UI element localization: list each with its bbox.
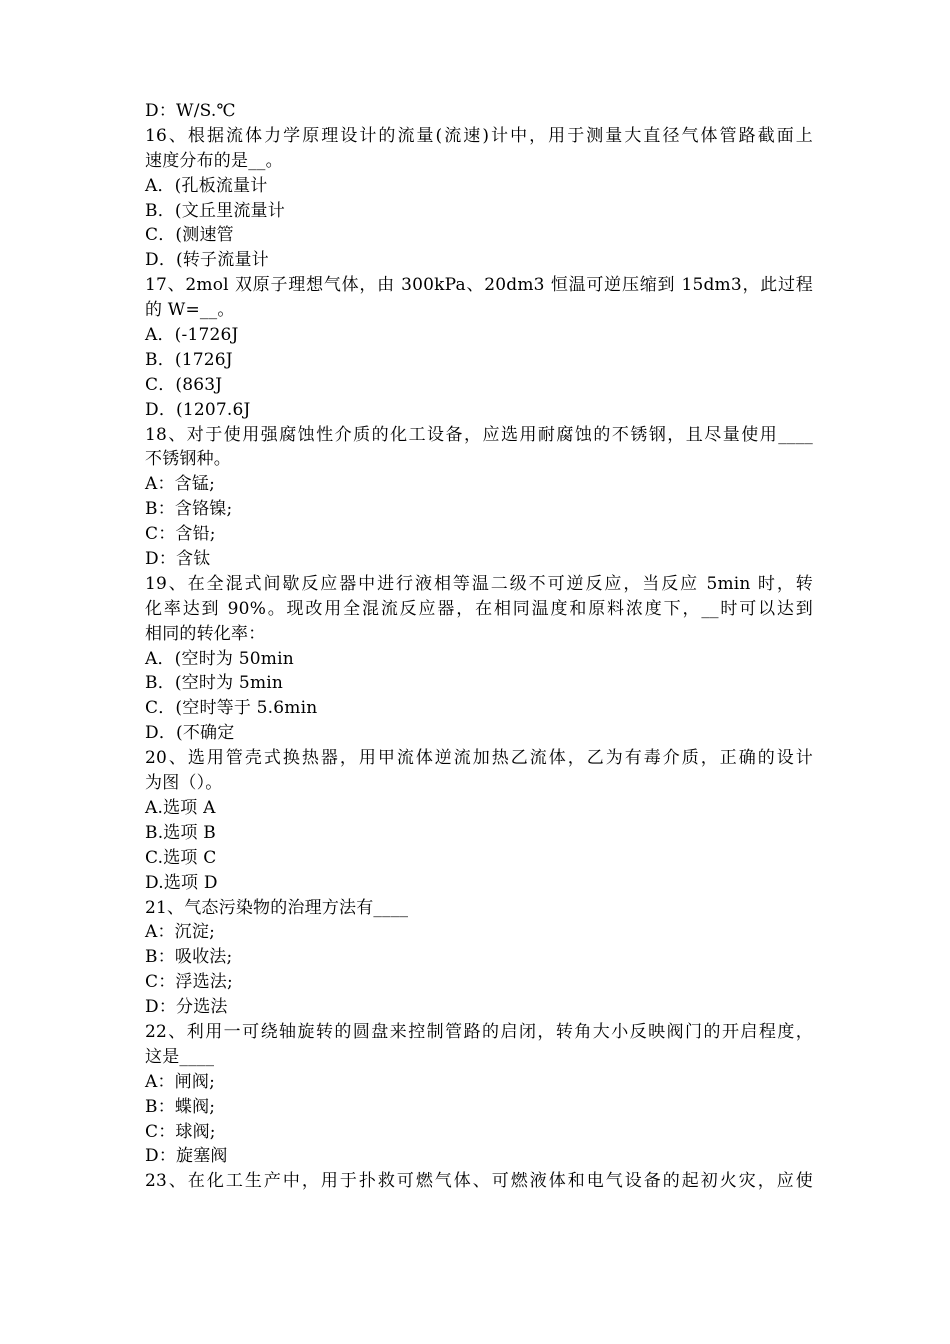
option-line: C：球阀; (145, 1121, 216, 1142)
option-line: B：吸收法; (145, 947, 233, 968)
question-line: 16、根据流体力学原理设计的流量(流速)计中，用于测量大直径气体管路截面上 (145, 125, 813, 146)
option-line: C．(863J (145, 374, 223, 395)
option-line: A：含锰; (145, 474, 216, 495)
option-line: C．(测速管 (145, 225, 234, 246)
option-line: B：蝶阀; (145, 1096, 216, 1117)
option-line: A．(-1726J (145, 325, 239, 346)
option-line: B．(1726J (145, 349, 233, 370)
option-line: A.选项 A (145, 797, 216, 818)
exam-text-body (145, 99, 813, 1194)
option-line: C：含铅; (145, 524, 216, 545)
option-line: A：沉淀; (145, 922, 216, 943)
option-line: D．(不确定 (145, 723, 235, 744)
question-line: 21、气态污染物的治理方法有____ (145, 897, 409, 918)
question-line: 速度分布的是__。 (145, 150, 283, 171)
question-line: 为图（）。 (145, 773, 223, 794)
question-line: 的 W=__。 (145, 300, 235, 321)
question-line: 23、在化工生产中，用于扑救可燃气体、可燃液体和电气设备的起初火灾，应使 (145, 1171, 813, 1192)
option-line: C.选项 C (145, 847, 217, 868)
question-line: 这是____ (145, 1046, 215, 1067)
question-line: 不锈钢种。 (145, 449, 231, 470)
option-line: C：浮选法; (145, 972, 233, 993)
question-line: 22、利用一可绕轴旋转的圆盘来控制管路的启闭，转角大小反映阀门的开启程度， (145, 1021, 813, 1042)
option-line: A：闸阀; (145, 1071, 216, 1092)
option-line: D：含钛 (145, 549, 211, 570)
option-line: D.选项 D (145, 872, 218, 893)
option-line: D．(1207.6J (145, 399, 251, 420)
option-line: D：分选法 (145, 997, 228, 1018)
option-line: A．(孔板流量计 (145, 175, 268, 196)
option-line: C．(空时等于 5.6min (145, 698, 318, 719)
option-line: B．(空时为 5min (145, 673, 284, 694)
question-line: 20、选用管壳式换热器，用甲流体逆流加热乙流体，乙为有毒介质，正确的设计 (145, 748, 813, 769)
option-line: A．(空时为 50min (145, 648, 294, 669)
question-line: 相同的转化率： (145, 623, 266, 644)
option-line: D．(转子流量计 (145, 250, 269, 271)
option-line: D：旋塞阀 (145, 1146, 228, 1167)
question-line: 17、2mol 双原子理想气体，由 300kPa、20dm3 恒温可逆压缩到 15dm3，此过程 (145, 275, 813, 296)
option-line: B．(文丘里流量计 (145, 200, 285, 221)
question-line: 化率达到 90%。现改用全混流反应器，在相同温度和原料浓度下，__时可以达到 (145, 598, 813, 619)
option-line: B：含铬镍; (145, 499, 233, 520)
question-line: 19、在全混式间歇反应器中进行液相等温二级不可逆反应，当反应 5min 时，转 (145, 573, 813, 594)
question-line: 18、对于使用强腐蚀性介质的化工设备，应选用耐腐蚀的不锈钢，且尽量使用____ (145, 424, 813, 445)
option-line: D：W/S.℃ (145, 101, 236, 121)
option-line: B.选项 B (145, 822, 216, 843)
